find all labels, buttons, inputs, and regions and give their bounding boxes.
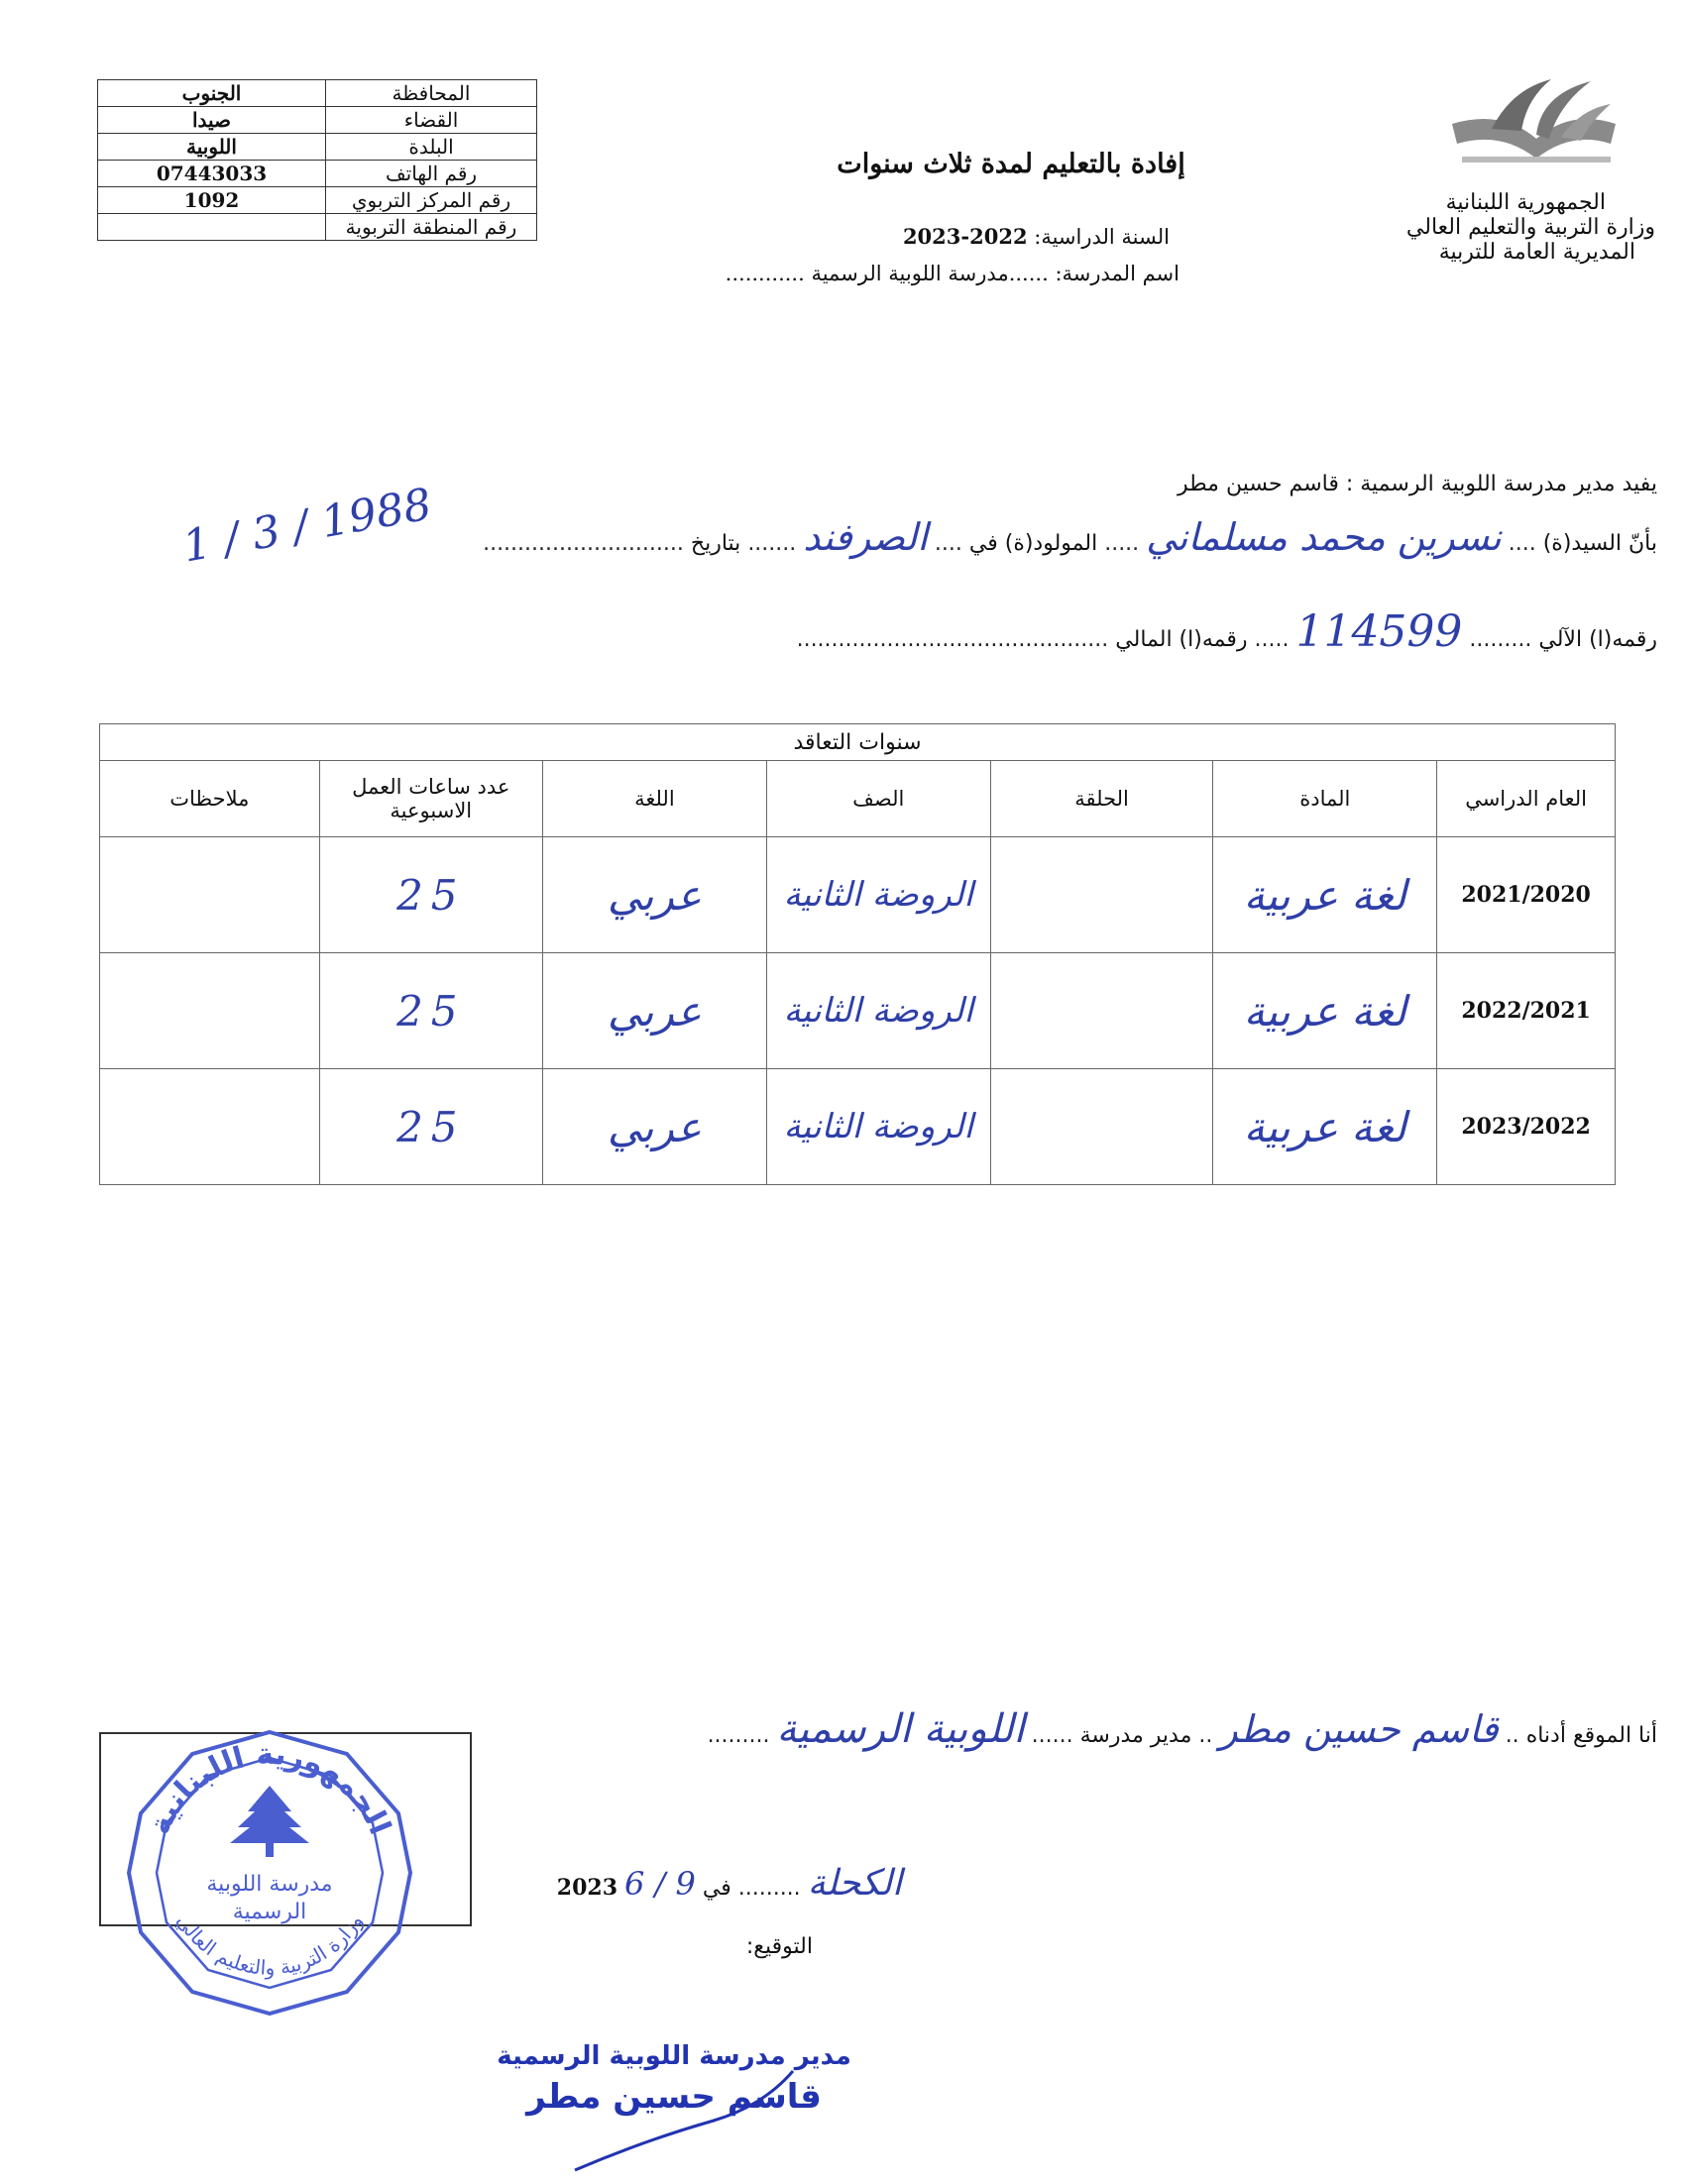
director-label: مدير مدرسة xyxy=(1079,1723,1192,1748)
class-cell: الروضة الثانية xyxy=(766,1069,990,1185)
info-row xyxy=(98,134,537,161)
info-label: رقم الهاتف xyxy=(326,161,537,187)
class-cell: الروضة الثانية xyxy=(766,953,990,1069)
ministry-logo xyxy=(1442,69,1621,178)
language-cell: عربي xyxy=(543,1069,767,1185)
info-value: اللوبية xyxy=(98,134,326,161)
year-cell: 2021/2020 xyxy=(1437,837,1616,953)
subject-cell: لغة عربية xyxy=(1213,837,1437,953)
ministry-header xyxy=(1298,190,1655,265)
table-row xyxy=(100,837,1616,953)
ministry-name: وزارة التربية والتعليم العالي xyxy=(1405,215,1655,240)
info-row xyxy=(98,80,537,107)
school-name xyxy=(634,262,1180,285)
document-title: إفادة بالتعليم لمدة ثلاث سنوات xyxy=(837,149,1185,179)
notes-cell xyxy=(100,837,320,953)
info-value: صيدا xyxy=(98,107,326,134)
hours-cell: 25 xyxy=(319,837,542,953)
mr-label: بأنّ السيد(ة) xyxy=(1542,531,1657,556)
column-header: اللغة xyxy=(543,761,767,837)
signature-scribble xyxy=(555,2051,813,2184)
info-value: 1092 xyxy=(98,187,326,214)
info-label: البلدة xyxy=(326,134,537,161)
signature-stamp-line1: مدير مدرسة اللوبية الرسمية xyxy=(497,2041,851,2071)
info-row xyxy=(98,161,537,187)
school-name-label: اسم المدرسة: xyxy=(1055,262,1180,285)
table-row xyxy=(100,1069,1616,1185)
subject-cell: لغة عربية xyxy=(1213,1069,1437,1185)
info-row xyxy=(98,214,537,241)
statement-line: يفيد مدير مدرسة اللوبية الرسمية : قاسم حسين مطر xyxy=(1177,472,1657,496)
stamp-outer-text: الجمهورية اللبنانية xyxy=(142,1736,397,1840)
directorate-name: المديرية العامة للتربية xyxy=(1438,240,1635,265)
num-label: رقمه(ا) الآلي xyxy=(1538,627,1657,652)
info-value: الجنوب xyxy=(98,80,326,107)
cedar-icon xyxy=(230,1786,309,1857)
year-value: 2023 xyxy=(556,1875,618,1901)
date-label: بتاريخ xyxy=(690,531,741,556)
info-value: 07443033 xyxy=(98,161,326,187)
language-cell: عربي xyxy=(543,953,767,1069)
hours-cell: 25 xyxy=(319,953,542,1069)
date-handwritten: 9 / 6 xyxy=(624,1865,696,1903)
year-cell: 2022/2021 xyxy=(1437,953,1616,1069)
info-label: المحافظة xyxy=(326,80,537,107)
stamp-inner-text-1: مدرسة اللوبية xyxy=(206,1872,333,1897)
column-header: المادة xyxy=(1213,761,1437,837)
republic-name: الجمهورية اللبنانية xyxy=(1445,190,1606,215)
table-caption: سنوات التعاقد xyxy=(100,724,1616,761)
number-line: رقمه(ا) الآلي ......... 114599 ..... رقمه(ا) المالي ............................................. xyxy=(796,606,1657,657)
birthdate-handwritten: 1 / 3 / 1988 xyxy=(178,479,436,573)
language-cell: عربي xyxy=(543,837,767,953)
school-info-table xyxy=(97,79,537,241)
info-row xyxy=(98,187,537,214)
number-handwritten: 114599 xyxy=(1295,606,1463,657)
notes-cell xyxy=(100,1069,320,1185)
column-header: الحلقة xyxy=(990,761,1213,837)
column-header: العام الدراسي xyxy=(1437,761,1616,837)
info-value xyxy=(98,214,326,241)
on-label: في xyxy=(702,1876,731,1901)
notes-cell xyxy=(100,953,320,1069)
cycle-cell xyxy=(990,837,1213,953)
place-handwritten: الكحلة xyxy=(807,1863,902,1904)
column-header: الصف xyxy=(766,761,990,837)
principal-handwritten: قاسم حسين مطر xyxy=(1219,1707,1499,1751)
school-year-value: 2022-2023 xyxy=(902,224,1028,249)
signature-label: التوقيع: xyxy=(745,1934,813,1959)
place-date-line: الكحلة ......... في 9 / 6 2023 xyxy=(556,1863,902,1904)
birthplace-handwritten: الصرفند xyxy=(803,515,928,559)
class-cell: الروضة الثانية xyxy=(766,837,990,953)
year-cell: 2023/2022 xyxy=(1437,1069,1616,1185)
info-label: القضاء xyxy=(326,107,537,134)
undersigned-label: أنا الموقع أدناه xyxy=(1525,1723,1657,1748)
person-line: بأنّ السيد(ة) .... نسرين محمد مسلماني ..... المولود(ة) في .... الصرفند ....... بتاريخ ............................. xyxy=(483,515,1657,559)
cycle-cell xyxy=(990,953,1213,1069)
school-name-value: ......مدرسة اللوبية الرسمية ............ xyxy=(725,262,1049,285)
subject-cell: لغة عربية xyxy=(1213,953,1437,1069)
contract-years-table xyxy=(99,723,1616,1185)
stamp-bottom-text: وزارة التربية والتعليم العالي xyxy=(171,1910,368,1980)
name-handwritten: نسرين محمد مسلماني xyxy=(1146,515,1502,559)
school-handwritten: اللوبية الرسمية xyxy=(776,1706,1025,1752)
table-row xyxy=(100,953,1616,1069)
info-label: رقم المركز التربوي xyxy=(326,187,537,214)
undersigned-line: أنا الموقع أدناه .. قاسم حسين مطر .. مدير مدرسة ...... اللوبية الرسمية ......... xyxy=(707,1706,1657,1752)
column-header: عدد ساعات العمل الاسبوعية xyxy=(319,761,542,837)
column-header: ملاحظات xyxy=(100,761,320,837)
school-year xyxy=(813,224,1170,249)
signature-stamp-line2: قاسم حسين مطر xyxy=(526,2077,822,2117)
info-row xyxy=(98,107,537,134)
stamp-inner-text-2: الرسمية xyxy=(232,1900,307,1924)
fin-label: رقمه(ا) المالي xyxy=(1115,627,1248,652)
hours-cell: 25 xyxy=(319,1069,542,1185)
cycle-cell xyxy=(990,1069,1213,1185)
school-year-label: السنة الدراسية: xyxy=(1034,225,1170,249)
info-label: رقم المنطقة التربوية xyxy=(326,214,537,241)
official-stamp xyxy=(121,1724,418,2021)
born-label: المولود(ة) في xyxy=(968,531,1098,556)
